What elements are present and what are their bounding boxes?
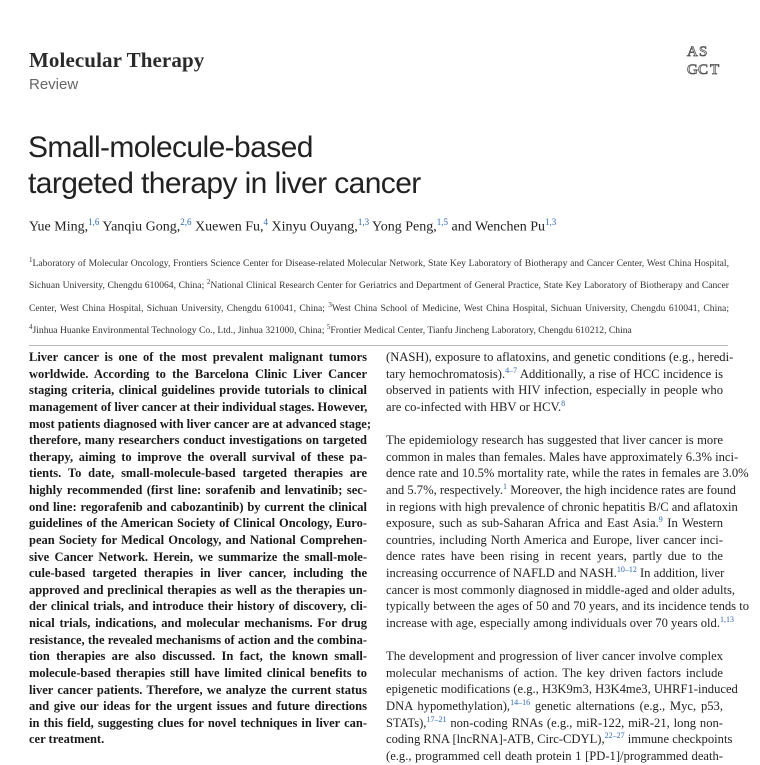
abstract-line: management of liver cancer at their individual stages. However, — [29, 399, 368, 414]
author-affiliation-marker: 1,3 — [357, 217, 370, 227]
text-run: are co-infected with HBV or HCV. — [386, 399, 562, 414]
text-run: (e.g., programmed cell death protein 1 [PD-1]/programmed death- — [386, 748, 723, 763]
citation-ref: 8 — [561, 398, 566, 408]
abstract-line: molecule-based therapies still have limited clinical benefits to — [29, 665, 367, 680]
citation-ref: 10–12 — [616, 564, 637, 574]
text-run: DNA hypomethylation), — [386, 699, 511, 714]
text-run: In Western — [662, 516, 724, 531]
abstract-line: der clinical trials, and introduce their history of discovery, cli- — [29, 599, 367, 614]
author-list — [29, 217, 556, 236]
text-run: cancer is most commonly diagnosed in middle-aged and older adults, — [386, 582, 736, 597]
text-run: dence rate and 10.5% mortality rate, while the rates in females are 3.0% — [386, 466, 749, 481]
text-line — [386, 532, 723, 549]
citation-ref: 4–7 — [505, 365, 518, 375]
affiliation-text: Frontier Medical Center, Tianfu Jincheng Laboratory, Chengdu 610212, China — [330, 325, 632, 337]
text-run: in regions with high prevalence of chronic hepatitis B/C and aflatoxin — [386, 499, 738, 514]
text-line — [386, 548, 723, 565]
paragraph-2 — [386, 432, 750, 632]
text-line — [386, 648, 723, 665]
abstract-line: worldwide. According to the Barcelona Clinic Liver Cancer — [29, 366, 367, 381]
paragraph-3 — [386, 648, 738, 764]
text-line — [386, 598, 750, 615]
citation-ref: 17–21 — [426, 714, 447, 724]
author-name: Yue Ming, — [29, 219, 89, 235]
text-run: coding RNA [lncRNA]-ATB, Circ-CDYL), — [386, 732, 605, 747]
svg-text:C: C — [698, 62, 709, 78]
text-run: (NASH), exposure to aflatoxins, and genetic conditions (e.g., heredi- — [386, 350, 734, 364]
text-run: In addition, liver — [636, 566, 725, 581]
author-name: Xuewen Fu, — [195, 219, 264, 235]
text-line — [386, 715, 723, 732]
author-affiliation-marker: 1,3 — [545, 217, 557, 227]
abstract-line: liver cancer patients. Therefore, we analyze the current status — [29, 682, 367, 697]
text-line — [386, 481, 736, 499]
text-line — [386, 349, 734, 366]
abstract-line: in this field, suggesting clues for novel techniques in liver can- — [29, 715, 367, 730]
abstract-line: most patients diagnosed with liver cancer are at advanced stage; — [29, 416, 371, 431]
abstract-line: Liver cancer is one of the most prevalent malignant tumors — [29, 350, 367, 364]
text-run: epigenetic modifications (e.g., H3K9m3, H3K4me3, UHRF1-induced — [386, 682, 738, 697]
citation-ref: 9 — [658, 515, 663, 525]
text-run: countries, including North America and Europe, liver cancer inci- — [386, 532, 723, 547]
abstract-line: therapy, aiming to improve the overall survival of these pa- — [29, 449, 367, 464]
text-line — [386, 665, 723, 682]
affiliation-marker: 3 — [328, 300, 332, 309]
text-line — [386, 399, 723, 416]
text-line — [386, 565, 723, 582]
article-type: Review — [29, 76, 79, 93]
affiliation-text: Laboratory of Molecular Oncology, Frontiers Science Center for Disease-related Molecular Network, State Key Laboratory of Biotherapy and Cancer Center, West China Hospital, Sichuan University, Chengdu 610064, China; — [29, 258, 729, 292]
citation-ref: 22–27 — [604, 731, 625, 741]
affiliation-marker: 5 — [326, 323, 331, 332]
abstract — [29, 349, 371, 748]
text-line — [386, 449, 739, 466]
text-run: and 5.7%, respectively. — [386, 482, 504, 497]
text-line — [386, 731, 733, 748]
text-run: tary hemochromatosis). — [386, 366, 506, 381]
author-name: Yong Peng, — [372, 219, 437, 235]
text-run: Moreover, the high incidence rates are found — [507, 482, 736, 497]
divider — [29, 345, 728, 346]
citation-ref: 1,13 — [719, 614, 734, 624]
text-line — [386, 748, 723, 765]
abstract-line: ond line: regorafenib and cabozantinib) by current the clinical — [29, 499, 367, 514]
article-title — [28, 130, 421, 202]
body-text — [386, 349, 750, 765]
title-line-2: targeted therapy in liver cancer — [28, 167, 421, 200]
text-run: common in males than females. Males have approximately 6.3% inci- — [386, 449, 739, 464]
affiliation-text: West China School of Medicine, West China Hospital, Sichuan University, Chengdu 610041, China; — [331, 303, 729, 315]
text-run: increase with age, especially among individuals over 70 years old. — [386, 615, 720, 630]
paragraph-1 — [386, 349, 734, 416]
author-name: and Wenchen Pu — [451, 219, 545, 235]
abstract-line: staging criteria, clinical guidelines provide tutorials to clinical — [29, 383, 367, 398]
svg-text:T: T — [710, 62, 720, 78]
author-affiliation-marker: 2,6 — [180, 217, 192, 227]
author-name: Yanqiu Gong, — [102, 219, 181, 235]
text-run: The development and progression of liver cancer involve complex — [386, 649, 723, 664]
text-run: typically between the ages of 50 and 70 years, and its incidence tends to — [386, 599, 750, 614]
text-run: dence rates have been rising in recent years, partly due to the — [386, 549, 723, 564]
text-run: immune checkpoints — [624, 732, 733, 747]
text-run: increasing occurrence of NAFLD and NASH. — [386, 566, 617, 581]
abstract-line: therefore, many researchers conduct investigations on targeted — [29, 433, 367, 448]
asgct-logo-icon — [685, 42, 725, 78]
affiliation-marker: 4 — [29, 323, 33, 332]
text-run: exposure, such as sub-Saharan Africa and East Asia. — [386, 516, 659, 531]
text-line — [386, 432, 723, 449]
abstract-line: and give our ideas for the urgent issues and future directions — [29, 699, 367, 714]
title-line-1: Small-molecule-based — [28, 131, 313, 164]
text-run: non-coding RNAs (e.g., miR-122, miR-21, long non- — [446, 715, 723, 730]
affiliation-marker: 1 — [29, 256, 33, 264]
affiliation-marker: 2 — [206, 278, 211, 287]
abstract-line: cule-based targeted therapies in liver cancer, including the — [29, 566, 367, 581]
abstract-line: approved and preclinical therapies as well as the therapies un- — [29, 582, 367, 597]
journal-title: Molecular Therapy — [29, 48, 205, 72]
affiliation-text: Jinhua Huanke Environmental Technology Co., Ltd., Jinhua 321000, China; — [32, 325, 325, 337]
svg-text:S: S — [699, 44, 708, 60]
text-line — [386, 582, 736, 599]
text-line — [386, 515, 723, 532]
abstract-line: tion therapies are also discussed. In fact, the known small- — [29, 649, 367, 664]
affiliations — [29, 251, 729, 341]
abstract-line: cer treatment. — [29, 732, 105, 747]
text-line — [386, 614, 734, 632]
affiliation-text: National Clinical Research Center for Geriatrics and Department of General Practice, State Key Laboratory of Biotherapy and Cancer Center, West China Hospital, Sichuan University, Chengdu 610041, China; — [29, 280, 729, 315]
text-line — [386, 681, 738, 698]
abstract-line: nical trials, indications, and molecular mechanisms. For drug — [29, 616, 367, 630]
text-run: The epidemiology research has suggested that liver cancer is more — [386, 433, 723, 448]
citation-ref: 14–16 — [510, 697, 531, 707]
text-line — [386, 366, 723, 383]
citation-ref: 1 — [503, 481, 508, 491]
author-affiliation-marker: 1,6 — [88, 217, 100, 227]
text-run: molecular mechanisms of action. The key driven factors include — [386, 665, 723, 680]
text-run: observed in patients with HIV infection, especially in people who — [386, 383, 723, 398]
svg-text:A: A — [687, 44, 698, 60]
abstract-line: guidelines of the American Society of Clinical Oncology, Euro- — [29, 516, 367, 531]
author-name: Xinyu Ouyang, — [271, 219, 358, 235]
text-run: genetic alternations (e.g., Myc, p53, — [530, 699, 723, 714]
author-affiliation-marker: 1,5 — [436, 217, 449, 227]
abstract-line: highly recommended (first line: sorafenib and lenvatinib; sec- — [29, 483, 367, 497]
text-run: STATs), — [386, 715, 427, 730]
text-line — [386, 499, 738, 516]
abstract-line: sive Cancer Network. Herein, we summarize the small-mole- — [29, 549, 367, 564]
text-line — [386, 382, 723, 399]
abstract-line: pean Society for Medical Oncology, and National Comprehen- — [29, 532, 367, 547]
text-line — [386, 465, 749, 482]
text-line — [386, 698, 723, 715]
author-affiliation-marker: 4 — [263, 217, 268, 227]
abstract-line: tients. To date, small-molecule-based targeted therapies are — [29, 466, 367, 481]
text-run: Additionally, a rise of HCC incidence is — [517, 366, 723, 381]
svg-text:G: G — [687, 62, 698, 78]
abstract-line: resistance, the revealed mechanisms of action and the combina- — [29, 632, 367, 647]
